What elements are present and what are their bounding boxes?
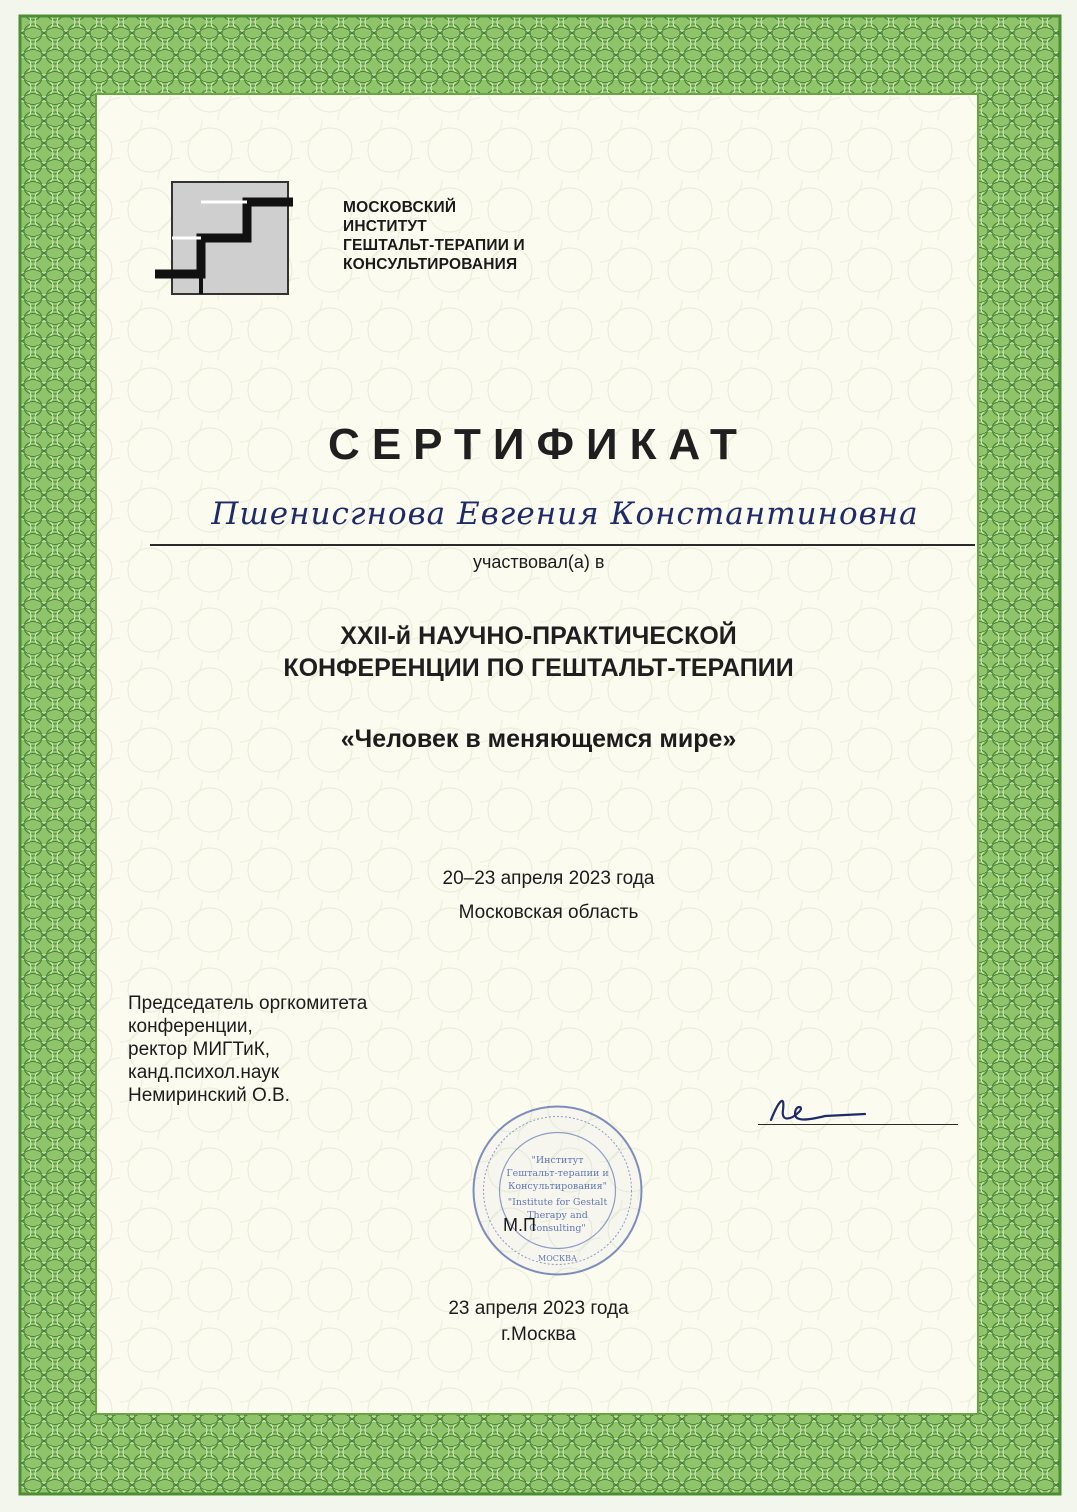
institute-logo bbox=[155, 180, 295, 298]
chairman-line: Председатель оргкомитета bbox=[128, 993, 368, 1014]
recipient-name: Пшенисгнова Евгения Константиновна bbox=[211, 496, 919, 532]
chairman-block bbox=[128, 992, 367, 1107]
event-info bbox=[0, 862, 1077, 930]
conference-name-line: КОНФЕРЕНЦИИ ПО ГЕШТАЛЬТ-ТЕРАПИИ bbox=[283, 654, 794, 682]
chairman-line: канд.психол.наук bbox=[128, 1062, 280, 1083]
event-dates: 20–23 апреля 2023 года bbox=[442, 868, 655, 889]
event-place: Московская область bbox=[458, 902, 639, 923]
chairman-line: конференции, bbox=[128, 1016, 253, 1037]
stamp-place-label: М.П bbox=[503, 1215, 536, 1235]
institute-name-line: КОНСУЛЬТИРОВАНИЯ bbox=[343, 256, 518, 273]
seal-city: МОСКВА bbox=[538, 1254, 577, 1263]
institute-name-line: ГЕШТАЛЬТ-ТЕРАПИИ И bbox=[343, 237, 525, 254]
conference-name-line: XXII-й НАУЧНО-ПРАКТИЧЕСКОЙ bbox=[340, 622, 737, 650]
certificate-title: СЕРТИФИКАТ bbox=[328, 420, 749, 469]
seal-line: Consulting" bbox=[529, 1223, 586, 1234]
signature-line bbox=[758, 1124, 958, 1125]
institute-name-line: ИНСТИТУТ bbox=[343, 218, 427, 235]
chairman-line: ректор МИГТиК, bbox=[128, 1039, 271, 1060]
institute-name-line: МОСКОВСКИЙ bbox=[343, 199, 457, 216]
participated-text: участвовал(а) в bbox=[473, 552, 605, 572]
seal-line: "Institute for Gestalt bbox=[507, 1197, 608, 1208]
seal-line: Therapy and bbox=[527, 1210, 588, 1221]
issue-date: 23 апреля 2023 года bbox=[448, 1298, 629, 1319]
chairman-line: Немиринский О.В. bbox=[128, 1085, 290, 1106]
conference-name bbox=[0, 620, 1077, 684]
seal-line: "Институт bbox=[531, 1155, 584, 1166]
issue-city: г.Москва bbox=[501, 1324, 576, 1345]
institute-seal bbox=[470, 1103, 645, 1278]
seal-line: Гештальт-терапии и bbox=[506, 1168, 609, 1179]
seal-line: Консультирования" bbox=[508, 1181, 607, 1192]
institute-name bbox=[343, 198, 525, 274]
recipient-underline bbox=[150, 544, 975, 546]
conference-title: «Человек в меняющемся мире» bbox=[340, 725, 737, 753]
issue-info bbox=[0, 1296, 1077, 1348]
